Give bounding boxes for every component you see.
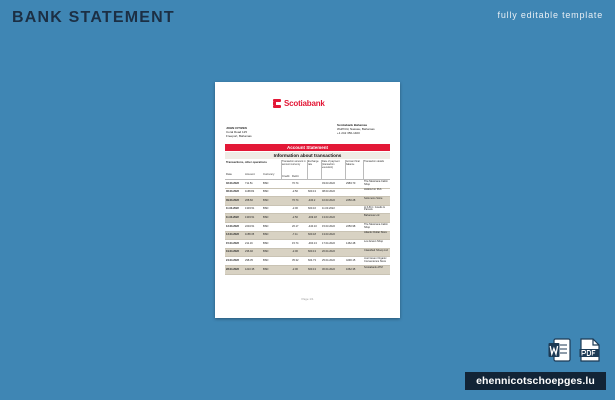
- tx-description: Lou Arwen Shop: [364, 239, 384, 243]
- col-debit: Debit: [292, 174, 299, 178]
- tx-description: Just Green Organic Convenience Store: [364, 257, 387, 263]
- tx-amount: 211.16: [245, 241, 253, 245]
- tx-posted-date: 15.03.2022: [322, 224, 335, 228]
- tx-amount: 1158.35: [245, 233, 255, 237]
- tx-debit: -2.00: [292, 207, 298, 211]
- tx-rate: 600.16: [308, 207, 316, 211]
- table-row: [225, 266, 390, 275]
- tx-currency: BSD: [263, 190, 269, 194]
- statement-band: Account Statement: [225, 144, 390, 151]
- tx-posted-date: 13.03.2022: [322, 215, 335, 219]
- tx-currency: BSD: [263, 181, 269, 185]
- tx-posted-date: 03.03.2022: [322, 181, 335, 185]
- tx-description: H.S.B.C. Goods & Parcels: [364, 205, 385, 212]
- tx-posted-date: 25.04.2022: [322, 258, 335, 262]
- tx-date: 06.03.2022: [226, 190, 239, 194]
- tx-description: The Mexicana Cabin Shop: [364, 179, 388, 186]
- tx-debit: -2.00: [292, 267, 298, 271]
- col-balance: Account final balance: [346, 160, 360, 166]
- tx-currency: BSD: [263, 250, 269, 254]
- tx-description: Scotiabank ATM: [364, 265, 383, 269]
- tx-debit: -7.11: [292, 233, 298, 237]
- tx-posted-date: 17.04.2022: [322, 241, 335, 245]
- tx-debit: 26.17: [292, 224, 299, 228]
- tx-debit: 15.74: [292, 241, 299, 245]
- table-row: [225, 257, 390, 266]
- tx-debit: 76.74: [292, 198, 299, 202]
- tx-debit: 70.74: [292, 181, 299, 185]
- customer-address: JOHN CITIZEN Coral Road 125 Freeport, Bahamas: [226, 126, 252, 138]
- tx-amount: 2204.51: [245, 224, 255, 228]
- word-doc-icon: [548, 338, 572, 362]
- tx-posted-date: 11.03.2022: [322, 207, 335, 211]
- branch-address: Scotiabank Bahamas Wulff Rd, Nassau, Bahamas +1 242 356-1400: [337, 123, 375, 135]
- tx-date: 24.04.2022: [226, 258, 239, 262]
- tx-currency: BSD: [263, 207, 269, 211]
- tx-date: 28.04.2022: [226, 267, 239, 271]
- tx-amount: 711.51: [245, 181, 253, 185]
- tx-balance: 4290.15: [346, 258, 356, 262]
- table-row: [225, 214, 390, 223]
- col-description: Transaction details: [364, 160, 384, 163]
- tx-date: 11.03.2022: [226, 207, 239, 211]
- page-title: BANK STATEMENT: [12, 9, 175, 26]
- file-format-icons: [548, 338, 604, 362]
- tx-amount: 1303.51: [245, 207, 255, 211]
- tx-date: 02.03.2022: [226, 181, 239, 185]
- tx-description: The Mexicana Cabin Shop: [364, 222, 388, 229]
- col-amount: Amount: [245, 172, 255, 176]
- scotiabank-logo-icon: [273, 99, 281, 108]
- table-section-label: Transactions, other operations: [226, 160, 267, 164]
- tx-currency: BSD: [263, 233, 269, 237]
- tx-balance: 2250.28: [346, 198, 356, 202]
- tx-currency: BSD: [263, 258, 269, 262]
- table-header: [225, 160, 390, 180]
- col-tx-amount: Transaction amount in account currency: [282, 160, 306, 166]
- tx-currency: BSD: [263, 267, 269, 271]
- tx-description: Hollow Inn Pub: [364, 188, 382, 192]
- tx-rate: -430.2: [308, 198, 316, 202]
- table-row: [225, 240, 390, 249]
- tx-posted-date: 30.04.2022: [322, 267, 335, 271]
- pdf-file-icon: [579, 338, 601, 362]
- tx-rate: -440.10: [308, 224, 317, 228]
- tx-balance: 2250.98: [346, 224, 356, 228]
- col-date: Date: [226, 172, 232, 176]
- tx-date: 19.04.2022: [226, 250, 239, 254]
- tx-posted-date: 10.03.2022: [322, 198, 335, 202]
- tx-posted-date: 13.03.2022: [322, 233, 335, 237]
- tx-rate: 600.13: [308, 267, 316, 271]
- tx-debit: -2.50: [292, 190, 298, 194]
- tx-balance: 2983.70: [346, 181, 356, 185]
- section-title: Information about transactions: [225, 152, 390, 159]
- tx-balance: 1462.48: [346, 241, 356, 245]
- tx-posted-date: 08.03.2022: [322, 190, 335, 194]
- tx-debit: -2.00: [292, 250, 298, 254]
- tx-currency: BSD: [263, 224, 269, 228]
- table-row: [225, 189, 390, 198]
- tx-description: Atlantic Dollar Store: [364, 231, 387, 235]
- tx-debit: 35.32: [292, 258, 299, 262]
- tx-rate: 604.73: [308, 258, 316, 262]
- bank-name: Scotiabank: [284, 98, 325, 108]
- website-label: ehennicotschoepges.lu: [465, 372, 606, 390]
- col-credit: Credit: [282, 174, 290, 178]
- statement-sheet: [215, 82, 400, 318]
- transactions-table: [225, 160, 390, 275]
- tx-posted-date: 20.04.2022: [322, 250, 335, 254]
- tx-amount: 268.82: [245, 198, 253, 202]
- tagline: fully editable template: [497, 10, 603, 20]
- tx-amount: 236.92: [245, 250, 253, 254]
- col-rate: Exchange rate: [308, 160, 319, 166]
- tx-description: Classified Shoop Ltd: [364, 248, 388, 252]
- tx-amount: 1168.82: [245, 190, 255, 194]
- tx-description: Bahamas Ltd: [364, 214, 380, 218]
- tx-date: 12.03.2022: [226, 224, 239, 228]
- tx-rate: 600.13: [308, 250, 316, 254]
- tx-currency: BSD: [263, 215, 269, 219]
- tx-amount: 1303.51: [245, 215, 255, 219]
- bank-logo: [273, 97, 325, 109]
- tx-rate: -499.18: [308, 215, 317, 219]
- tx-rate: -460.13: [308, 241, 317, 245]
- tx-date: 15.04.2022: [226, 241, 239, 245]
- tx-currency: BSD: [263, 198, 269, 202]
- tx-balance: 1662.35: [346, 267, 356, 271]
- tx-date: 13.04.2022: [226, 233, 239, 237]
- table-row: [225, 197, 390, 206]
- col-posted: Date of payment (transaction execution): [322, 160, 340, 169]
- tx-rate: 600.18: [308, 233, 316, 237]
- tx-date: 11.03.2022: [226, 215, 239, 219]
- tx-debit: -2.50: [292, 215, 298, 219]
- table-row: [225, 232, 390, 241]
- tx-description: Solomons Store: [364, 196, 383, 200]
- tx-currency: BSD: [263, 241, 269, 245]
- tx-amount: 1210.35: [245, 267, 255, 271]
- tx-rate: 600.13: [308, 190, 316, 194]
- tx-date: 09.03.2022: [226, 198, 239, 202]
- col-currency: Currency: [263, 172, 275, 176]
- table-body: [225, 180, 390, 275]
- tx-amount: 298.35: [245, 258, 253, 262]
- page-number: Page 1/1: [301, 297, 314, 301]
